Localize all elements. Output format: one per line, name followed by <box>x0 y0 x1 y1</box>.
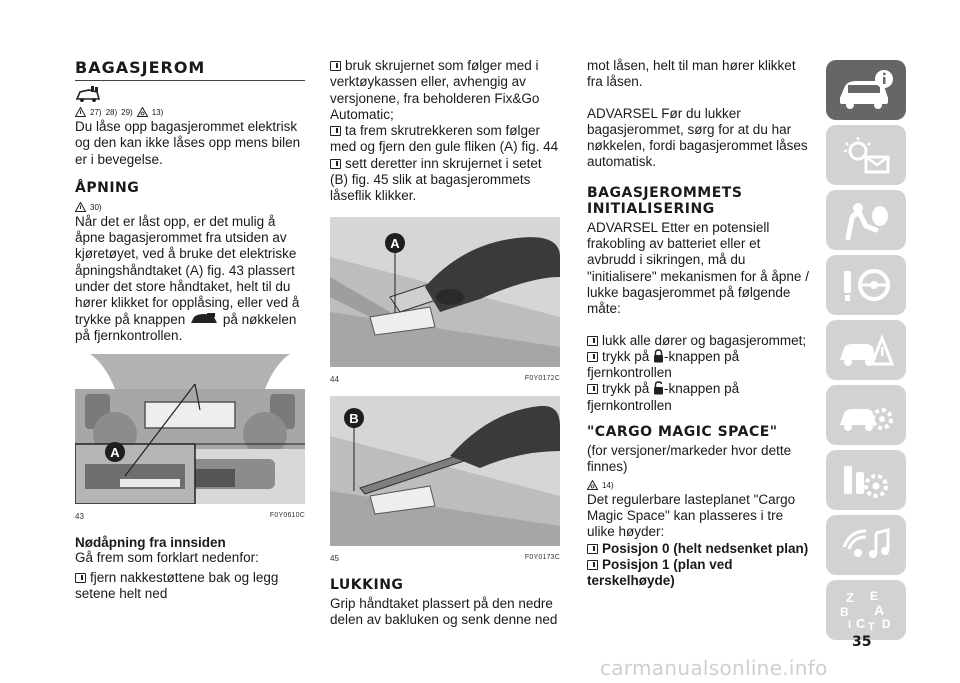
heading-lukking: LUKKING <box>330 576 404 593</box>
step-item <box>587 381 809 414</box>
step-text-b: -knappen på fjernkontrollen <box>587 348 740 381</box>
warning-paragraph: ADVARSEL Før du lukker bagasjerommet, sørg for at du har nøkkelen, fordi bagasjerommet låses automatisk. <box>587 105 808 170</box>
position-text: Posisjon 1 (plan ved terskelhøyde) <box>587 556 733 589</box>
warning-triangle-icon <box>75 202 86 212</box>
warning-triangle-icon <box>75 107 86 117</box>
warning-references-1 <box>75 104 305 117</box>
ref: 28) <box>105 108 118 117</box>
figure-code: F0Y0610C <box>269 512 305 520</box>
init-paragraph: ADVARSEL Etter en potensiell frakobling av batteriet eller et avbrudd i sikringen, må du "initialisere" mekanismen for å åpne / lukke bagasjerommet på følgende måte: <box>587 219 809 317</box>
caution-triangle-icon <box>587 480 598 490</box>
column-3 <box>587 58 809 589</box>
cargo-paragraph: Det regulerbare lasteplanet "Cargo Magic Space" kan plasseres i tre ulike høyder: <box>587 491 796 540</box>
bullet-item <box>75 570 305 603</box>
bullet-item <box>330 58 560 123</box>
position-text: Posisjon 0 (helt nedsenket plan) <box>602 540 809 556</box>
figure-45-caption <box>330 554 560 563</box>
column-2 <box>330 58 560 628</box>
tab-index[interactable] <box>826 580 906 640</box>
ref: 13) <box>151 108 164 117</box>
safety-icon <box>836 198 896 242</box>
car-info-icon <box>836 68 896 112</box>
bullet-text: bruk skrujernet som følger med i verktøykassen eller, avhengig av versjonene, fra beholderen Fix&Go Automatic; <box>330 58 540 122</box>
index-letter: Z <box>846 590 854 605</box>
bullet-icon <box>330 126 341 136</box>
bullet-icon <box>587 560 598 570</box>
bullet-icon <box>330 61 341 71</box>
figure-number: 45 <box>330 553 339 563</box>
open-paragraph <box>75 214 305 344</box>
page-number: 35 <box>852 634 872 650</box>
bullet-text: ta frem skrutrekkeren som følger med og fjern den gule fliken (A) fig. 44 <box>330 123 559 155</box>
position-1-item <box>587 557 809 590</box>
bullet-text: sett deretter inn skrujernet i setet (B) fig. 45 slik at bagasjerommets låseflik klikker. <box>330 155 542 204</box>
tab-maintenance[interactable] <box>826 385 906 445</box>
heading-apning: ÅPNING <box>75 179 140 196</box>
index-letter: T <box>868 621 875 632</box>
emergency-icon <box>836 328 896 372</box>
emergency-paragraph: Gå frem som forklart nedenfor: <box>75 550 259 566</box>
open-text-b: på nøkkelen på fjernkontrollen. <box>75 311 297 343</box>
index-letter: A <box>874 602 885 618</box>
lock-button-icon <box>653 349 664 363</box>
close-continued: mot låsen, helt til man hører klikket fra låsen. <box>587 58 796 90</box>
technical-data-icon <box>836 458 896 502</box>
tab-car-info[interactable] <box>826 60 906 120</box>
bullet-item <box>330 123 560 156</box>
position-0-item <box>587 541 809 557</box>
column-1 <box>75 52 305 602</box>
multimedia-icon <box>836 523 896 567</box>
car-trunk-button-icon <box>189 313 219 325</box>
index-letter: B <box>840 605 849 619</box>
section-title-bagasjerom: BAGASJEROM <box>75 58 305 81</box>
bullet-icon <box>587 384 598 394</box>
figure-44-callout: A <box>390 235 400 251</box>
figure-45-image <box>330 396 560 546</box>
step-item <box>587 333 809 349</box>
figure-code: F0Y0173C <box>524 553 560 561</box>
step-text-a: trykk på <box>602 348 650 364</box>
step-text-a: trykk på <box>602 381 650 397</box>
unlock-button-icon <box>653 381 664 395</box>
heading-initialisering: BAGASJEROMMETS INITIALISERING <box>587 184 743 217</box>
figure-45 <box>330 396 560 563</box>
step-text-b: -knappen på fjernkontrollen <box>587 381 740 413</box>
ref: 30) <box>90 202 102 212</box>
caution-triangle-icon <box>137 107 148 117</box>
bullet-text: fjern nakkestøttene bak og legg setene helt ned <box>75 569 279 601</box>
figure-45-callout: B <box>349 410 359 426</box>
figure-43 <box>75 354 305 521</box>
index-letter: I <box>848 619 852 631</box>
heading-cargo-magic-space: "CARGO MAGIC SPACE" <box>587 424 778 441</box>
figure-44-image <box>330 217 560 367</box>
index-letter: D <box>882 617 891 631</box>
maintenance-icon <box>836 393 896 437</box>
watermark: carmanualsonline.info <box>600 656 828 680</box>
figure-number: 44 <box>330 374 339 384</box>
ref: 27) <box>90 108 102 117</box>
figure-43-callout: A <box>110 445 120 461</box>
tab-multimedia[interactable] <box>826 515 906 575</box>
figure-44-caption <box>330 375 560 384</box>
ref: 29) <box>121 108 133 117</box>
tab-technical-data[interactable] <box>826 450 906 510</box>
figure-43-caption <box>75 512 305 521</box>
step-text: lukk alle dører og bagasjerommet; <box>602 332 807 348</box>
bullet-icon <box>587 336 598 346</box>
index-letter: E <box>870 589 879 603</box>
figure-43-image <box>75 354 305 504</box>
cargo-subtitle: (for versjoner/markeder hvor dette finnes) <box>587 443 792 475</box>
bullet-icon <box>75 573 86 583</box>
bullet-icon <box>587 352 598 362</box>
warning-lights-icon <box>836 133 896 177</box>
trunk-unlock-icon <box>75 85 101 103</box>
figure-44 <box>330 217 560 384</box>
driving-icon <box>836 263 896 307</box>
intro-paragraph: Du låse opp bagasjerommet elektrisk og den kan ikke låses opp mens bilen er i bevegelse. <box>75 119 301 167</box>
tab-emergency[interactable] <box>826 320 906 380</box>
warning-references-3 <box>587 477 809 490</box>
bullet-icon <box>587 544 598 554</box>
heading-emergency-opening: Nødåpning fra innsiden <box>75 535 226 551</box>
ref: 14) <box>602 480 614 490</box>
figure-code: F0Y0172C <box>524 374 560 382</box>
bullet-icon <box>330 159 341 169</box>
figure-number: 43 <box>75 512 84 522</box>
index-letter: C <box>856 616 866 631</box>
bullet-item <box>330 156 560 205</box>
step-item <box>587 349 809 382</box>
open-text-a: Når det er låst opp, er det mulig å åpne bagasjerommet fra utsiden av kjøretøyet, ved å bruke det elektriske åpningshåndtaket (A) fig. 43 plassert under det store håndtaket, helt til du hører klikket for opplåsing, eller ved å trykke på knappen <box>75 213 300 327</box>
chapter-tabs <box>826 60 906 645</box>
index-icon <box>836 588 896 632</box>
close-paragraph: Grip håndtaket plassert på den nedre delen av bakluken og senk denne ned <box>330 595 558 627</box>
tab-warning-lights[interactable] <box>826 125 906 185</box>
tab-safety[interactable] <box>826 190 906 250</box>
warning-references-2 <box>75 199 305 212</box>
tab-driving[interactable] <box>826 255 906 315</box>
